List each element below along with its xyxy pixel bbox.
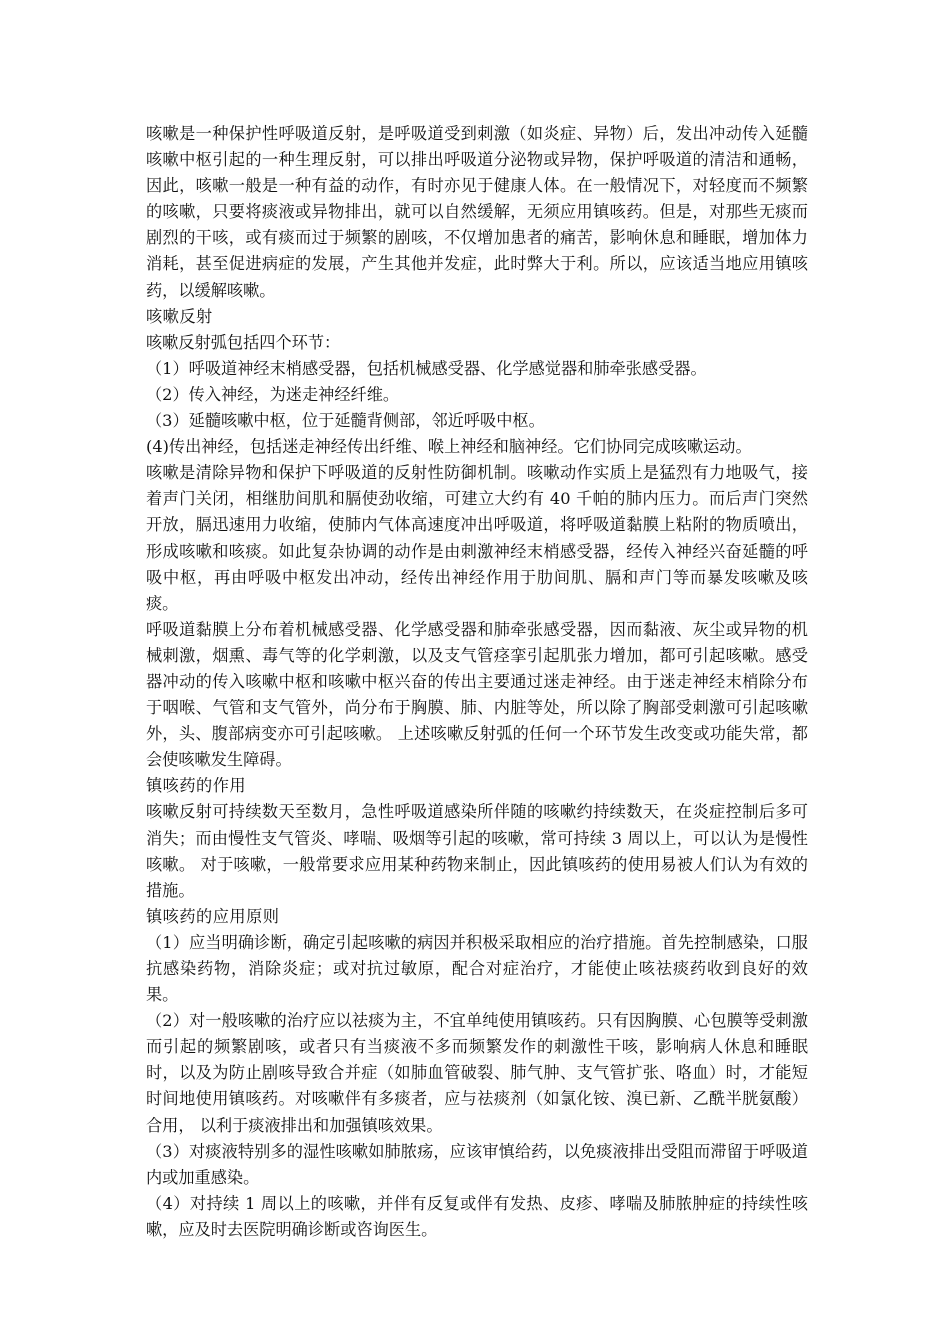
- reflex-arc-item-1: （1）呼吸道神经末梢感受器，包括机械感受器、化学感觉器和肺牵张感受器。: [146, 358, 707, 378]
- intro-paragraph: 咳嗽是一种保护性呼吸道反射，是呼吸道受到刺激（如炎症、异物）后，发出冲动传入延髓咳嗽中枢引起的一种生理反射，可以排出呼吸道分泌物或异物，保护呼吸道的清洁和通畅，因此，咳嗽一般是一种有益的动作，有时亦见于健康人体。在一般情况下，对轻度而不频繁的咳嗽，只要将痰液或异物排出，就可以自然缓解，无须应用镇咳药。但是，对那些无痰而剧烈的干咳，或有痰而过于频繁的剧咳，不仅增加患者的痛苦，影响休息和睡眠，增加体力消耗，甚至促进病症的发展，产生其他并发症，此时弊大于利。所以，应该适当地应用镇咳药，以缓解咳嗽。: [146, 124, 808, 300]
- reflex-arc-item-4: (4)传出神经，包括迷走神经传出纤维、喉上神经和脑神经。它们协同完成咳嗽运动。: [146, 437, 752, 457]
- principle-item-4: （4）对持续 1 周以上的咳嗽，并伴有反复或伴有发热、皮疹、哮喘及肺脓肿症的持续性咳嗽，应及时去医院明确诊断或咨询医生。: [146, 1193, 808, 1239]
- reflex-arc-item-2: （2）传入神经，为迷走神经纤维。: [146, 384, 400, 404]
- principle-item-1: （1）应当明确诊断，确定引起咳嗽的病因并积极采取相应的治疗措施。首先控制感染，口服抗感染药物，消除炎症；或对抗过敏原，配合对症治疗，才能使止咳祛痰药收到良好的效果。: [146, 932, 808, 1005]
- receptors-paragraph: 呼吸道黏膜上分布着机械感受器、化学感受器和肺牵张感受器，因而黏液、灰尘或异物的机械刺激，烟熏、毒气等的化学刺激，以及支气管痉挛引起肌张力增加，都可引起咳嗽。感受器冲动的传入咳嗽中枢和咳嗽中枢兴奋的传出主要通过迷走神经。由于迷走神经末梢除分布于咽喉、气管和支气管外，尚分布于胸膜、肺、内脏等处，所以除了胸部受刺激可引起咳嗽外，头、腹部病变亦可引起咳嗽。 上述咳嗽反射弧的任何一个环节发生改变或功能失常，都会使咳嗽发生障碍。: [146, 619, 808, 770]
- section-heading-application-principles: 镇咳药的应用原则: [146, 906, 280, 926]
- principle-item-3: （3）对痰液特别多的湿性咳嗽如肺脓疡，应该审慎给药，以免痰液排出受阻而滞留于呼吸道内或加重感染。: [146, 1141, 808, 1187]
- section-heading-cough-reflex: 咳嗽反射: [146, 306, 213, 326]
- reflex-arc-item-3: （3）延髓咳嗽中枢，位于延髓背侧部，邻近呼吸中枢。: [146, 411, 545, 431]
- section-heading-antitussive-effect: 镇咳药的作用: [146, 776, 247, 796]
- antitussive-effect-paragraph: 咳嗽反射可持续数天至数月，急性呼吸道感染所伴随的咳嗽约持续数天，在炎症控制后多可消失；而由慢性支气管炎、哮喘、吸烟等引起的咳嗽，常可持续 3 周以上，可以认为是慢性咳嗽。 对于咳嗽，一般常要求应用某种药物来制止，因此镇咳药的使用易被人们认为有效的措施。: [146, 802, 808, 900]
- reflex-arc-intro: 咳嗽反射弧包括四个环节：: [146, 332, 341, 352]
- principle-item-2: （2）对一般咳嗽的治疗应以祛痰为主，不宜单纯使用镇咳药。只有因胸膜、心包膜等受刺激而引起的频繁剧咳，或者只有当痰液不多而频繁发作的刺激性干咳，影响病人休息和睡眠时，以及为防止剧咳导致合并症（如肺血管破裂、肺气肿、支气管扩张、咯血）时，才能短时间地使用镇咳药。对咳嗽伴有多痰者，应与祛痰剂（如氯化铵、溴已新、乙酰半胱氨酸） 合用， 以利于痰液排出和加强镇咳效果。: [146, 1011, 808, 1135]
- cough-mechanism-paragraph: 咳嗽是清除异物和保护下呼吸道的反射性防御机制。咳嗽动作实质上是猛烈有力地吸气，接着声门关闭，相继肋间肌和膈使劲收缩，可建立大约有 40 千帕的肺内压力。而后声门突然开放，膈迅速用力收缩，使肺内气体高速度冲出呼吸道，将呼吸道黏膜上粘附的物质喷出，形成咳嗽和咳痰。如此复杂协调的动作是由刺激神经末梢感受器，经传入神经兴奋延髓的呼吸中枢，再由呼吸中枢发出冲动，经传出神经作用于肋间肌、膈和声门等而暴发咳嗽及咳痰。: [146, 463, 808, 613]
- document-body: [146, 121, 808, 1243]
